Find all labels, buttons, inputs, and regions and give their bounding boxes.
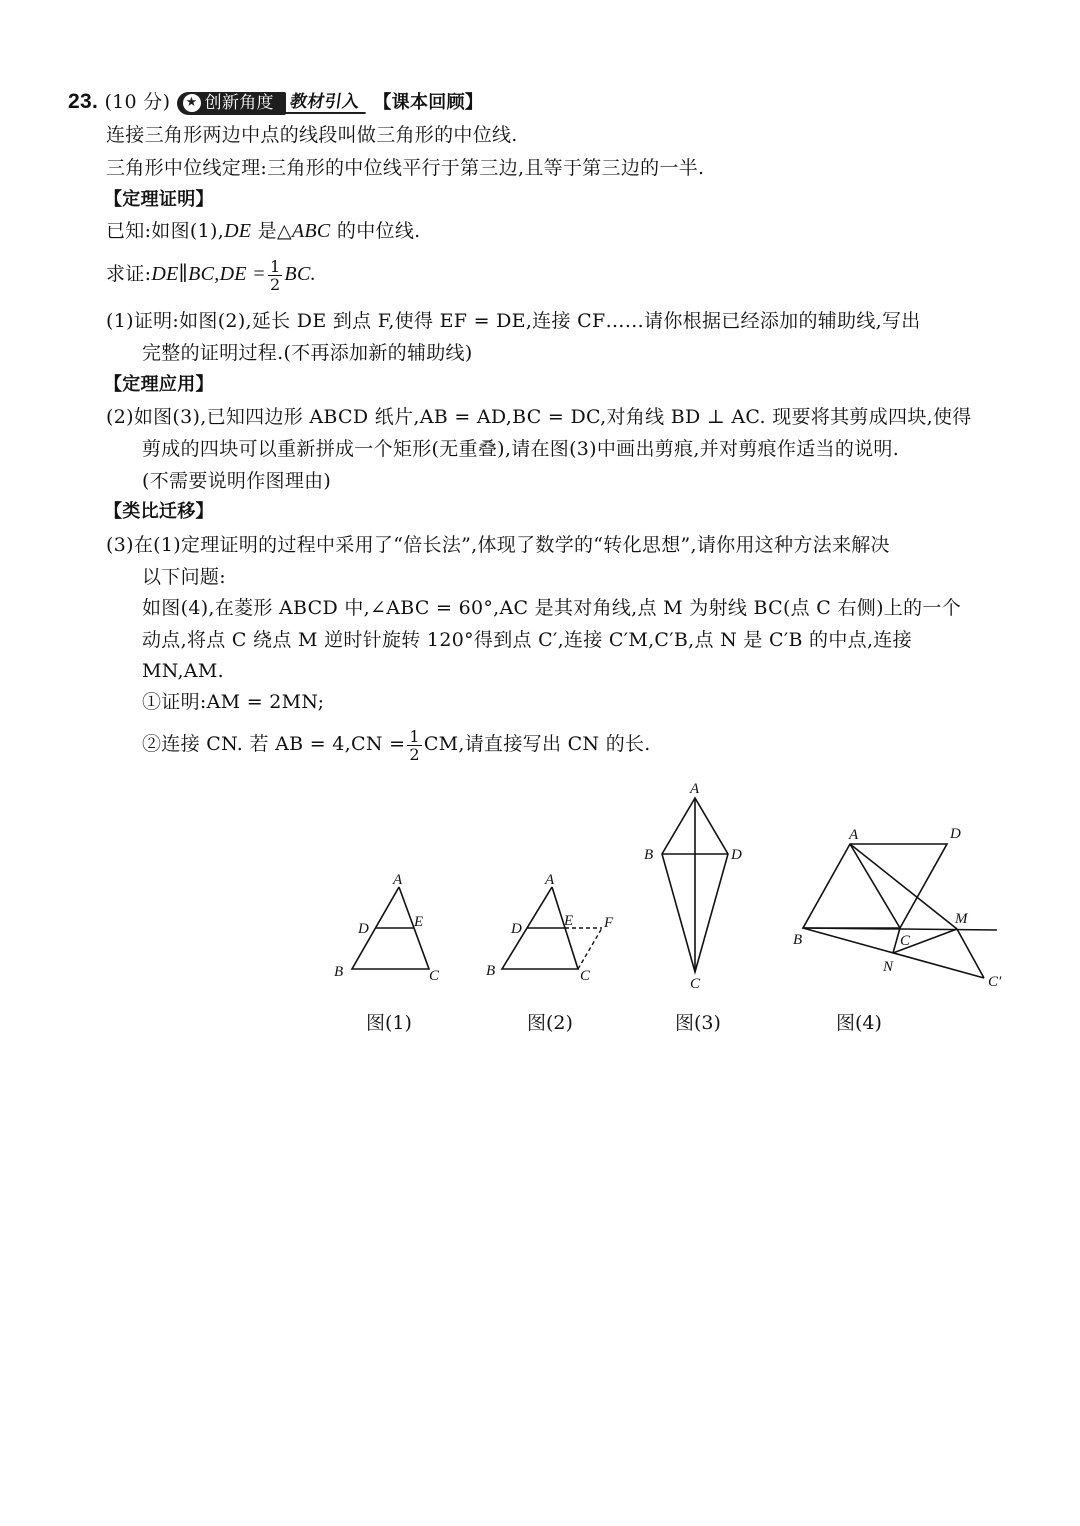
sub-question-1: ①证明:AM = 2MN; — [142, 691, 325, 713]
fig2-label-b: B — [486, 963, 496, 979]
figure-3 — [638, 778, 758, 993]
part3-line-4: 动点,将点 C 绕点 M 逆时针旋转 120°得到点 C′,连接 C′M,C′B,点 N 是 C′B 的中点,连接 — [142, 629, 912, 651]
sub2-prefix: ②连接 CN. 若 AB = 4,CN = — [142, 733, 406, 755]
fig1-label-c: C — [429, 968, 440, 984]
figure-4-caption: 图(4) — [836, 1012, 882, 1034]
part2-line-1: (2)如图(3),已知四边形 ABCD 纸片,AB = AD,BC = DC,对角线 BD ⊥ AC. 现要将其剪成四块,使得 — [106, 406, 972, 428]
star-icon: ★ — [183, 94, 201, 112]
part2-line-3: (不需要说明作图理由) — [142, 470, 332, 492]
fig4-segment-am — [850, 844, 957, 929]
fig4-label-m: M — [955, 911, 968, 927]
sub2-fraction — [407, 728, 421, 763]
textbook-badge: 教材引入 — [280, 92, 368, 114]
question-header — [68, 90, 483, 115]
fraction-denominator: 2 — [269, 274, 281, 294]
application-heading: 【定理应用】 — [104, 374, 214, 395]
figure-1 — [325, 865, 450, 990]
fig4-label-b: B — [793, 932, 803, 948]
fig2-label-a: A — [545, 872, 555, 888]
fig4-label-d: D — [950, 826, 961, 842]
fig1-label-d: D — [358, 921, 369, 937]
fig3-label-b: B — [644, 847, 654, 863]
fig1-label-b: B — [334, 964, 344, 980]
sub2-suffix: CM,请直接写出 CN 的长. — [423, 733, 651, 755]
fig2-segment-cf — [578, 928, 602, 969]
prove-statement — [106, 254, 316, 294]
fraction-half — [268, 258, 282, 293]
part2-line-2: 剪成的四块可以重新拼成一个矩形(无重叠),请在图(3)中画出剪痕,并对剪痕作适当的说明. — [142, 438, 900, 460]
fig2-label-e: E — [564, 913, 574, 929]
part3-line-5: MN,AM. — [142, 660, 224, 682]
question-score: (10 分) — [104, 91, 171, 113]
prove-expr: DE∥BC,DE = — [151, 263, 266, 285]
question-number: 23. — [68, 90, 99, 113]
review-line-2: 三角形中位线定理:三角形的中位线平行于第三边,且等于第三边的一半. — [106, 157, 705, 179]
prove-prefix: 求证: — [106, 263, 152, 285]
sub2-fraction-denominator: 2 — [409, 744, 420, 764]
fig4-segment-cn — [893, 928, 900, 953]
given-abc: ABC — [291, 220, 331, 242]
review-line-1: 连接三角形两边中点的线段叫做三角形的中位线. — [106, 124, 518, 146]
given-statement — [106, 219, 420, 243]
fig2-label-f: F — [604, 915, 614, 931]
figure-3-caption: 图(3) — [675, 1012, 721, 1034]
section-review-heading: 【课本回顾】 — [373, 92, 484, 113]
fig2-label-d: D — [511, 921, 522, 937]
part1-line-2: 完整的证明过程.(不再添加新的辅助线) — [142, 342, 473, 364]
innovation-badge — [177, 92, 286, 115]
part3-line-2: 以下问题: — [142, 566, 226, 588]
fig4-segment-mcprime — [957, 929, 984, 978]
given-prefix: 已知:如图(1), — [106, 220, 225, 242]
part3-line-3: 如图(4),在菱形 ABCD 中,∠ABC = 60°,AC 是其对角线,点 M 为射线 BC(点 C 右侧)上的一个 — [142, 597, 961, 619]
figure-2 — [482, 865, 622, 990]
analogy-heading: 【类比迁移】 — [104, 501, 214, 522]
figure-4 — [785, 818, 1020, 998]
given-mid: 是△ — [251, 220, 292, 242]
sub2-fraction-numerator: 1 — [409, 726, 420, 746]
fraction-numerator: 1 — [269, 256, 281, 276]
figure-2-caption: 图(2) — [527, 1012, 573, 1034]
figure-1-caption: 图(1) — [366, 1012, 412, 1034]
part3-line-1: (3)在(1)定理证明的过程中采用了“倍长法”,体现了数学的“转化思想”,请你用这种方法来解决 — [106, 534, 890, 556]
part1-line-1: (1)证明:如图(2),延长 DE 到点 F,使得 EF = DE,连接 CF……请你根据已经添加的辅助线,写出 — [106, 310, 921, 332]
fig4-diagonal-ac — [850, 844, 900, 928]
given-de: DE — [224, 220, 252, 242]
innovation-badge-label: 创新角度 — [204, 92, 274, 113]
fig3-label-c: C — [690, 976, 701, 992]
fig2-label-c: C — [580, 968, 591, 984]
prove-bc: BC. — [284, 263, 316, 285]
fig1-label-e: E — [414, 914, 424, 930]
fig4-label-a: A — [849, 827, 859, 843]
fig1-label-a: A — [393, 872, 403, 888]
fig4-label-c: C — [900, 933, 911, 949]
fig3-label-a: A — [690, 781, 700, 797]
sub-question-2 — [142, 724, 651, 764]
fig4-label-cprime: C′ — [988, 974, 1002, 990]
fig3-label-d: D — [731, 847, 742, 863]
proof-heading: 【定理证明】 — [104, 189, 214, 210]
fig4-label-n: N — [883, 959, 894, 975]
given-suffix: 的中位线. — [330, 220, 421, 242]
